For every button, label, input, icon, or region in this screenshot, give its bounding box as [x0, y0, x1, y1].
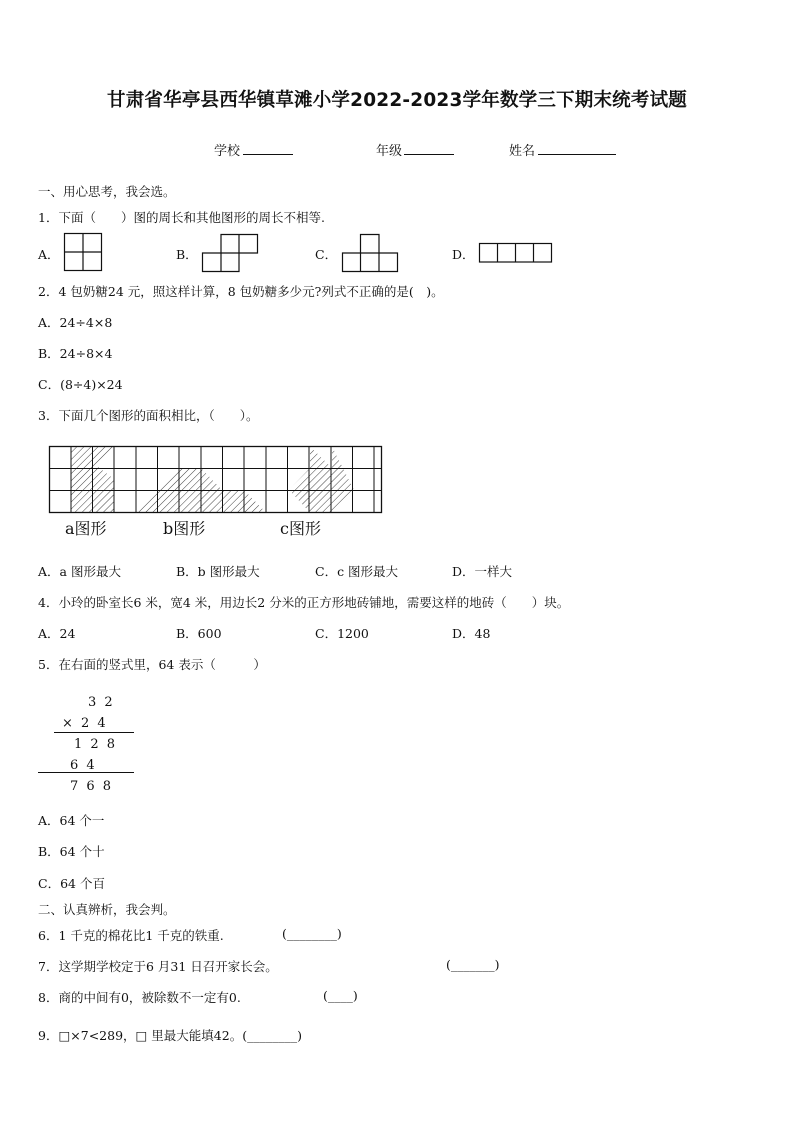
q2-option-a: A．24÷4×8 [38, 315, 113, 330]
q1-option-a-label: A． [38, 247, 60, 262]
calc-rule-1 [54, 732, 134, 733]
school-label: 学校 [214, 144, 241, 159]
q5-option-b: B．64 个十 [38, 844, 105, 859]
section-1-heading: 一、用心思考，我会选。 [38, 184, 176, 199]
q1-option-b-label: B． [176, 247, 198, 262]
q3-option-d: D．一样大 [452, 564, 513, 579]
calc-rule-2 [38, 772, 134, 773]
calc-line-5: 7 6 8 [70, 779, 114, 794]
q7-answer-bracket[interactable]: (_______) [446, 957, 500, 972]
question-8: 8．商的中间有0，被除数不一定有0. [38, 990, 241, 1005]
q5-option-c: C．64 个百 [38, 876, 105, 891]
q3-option-c: C．c 图形最大 [315, 564, 399, 579]
page-title: 甘肃省华亭县西华镇草滩小学2022-2023学年数学三下期末统考试题 [107, 90, 687, 111]
q5-option-a: A．64 个一 [38, 813, 105, 828]
q3-grid-figure [49, 446, 383, 514]
question-6: 6．1 千克的棉花比1 千克的铁重. [38, 928, 224, 943]
calc-line-1: 3 2 [88, 695, 115, 710]
shape-c [289, 447, 354, 513]
question-2: 2．4 包奶糖24 元，照这样计算，8 包奶糖多少元?列式不正确的是( )。 [38, 284, 444, 299]
question-5: 5．在右面的竖式里，64 表示（ ） [38, 657, 266, 672]
q4-option-b: B．600 [176, 626, 222, 641]
q8-answer-bracket[interactable]: (____) [323, 988, 358, 1003]
q3-option-b: B．b 图形最大 [176, 564, 260, 579]
q1-option-d-label: D． [452, 247, 475, 262]
name-blank[interactable] [538, 154, 616, 155]
question-3: 3．下面几个图形的面积相比，（ ）。 [38, 408, 259, 423]
q1-option-c-label: C． [315, 247, 338, 262]
grade-blank[interactable] [404, 154, 454, 155]
question-9: 9．□×7<289，□ 里最大能填42。(________) [38, 1028, 302, 1043]
q4-option-c: C．1200 [315, 626, 369, 641]
question-7: 7．这学期学校定于6 月31 日召开家长会。 [38, 959, 278, 974]
calc-line-2: × 2 4 [62, 716, 108, 731]
q1-figure-b [202, 234, 258, 272]
calc-line-4: 6 4 [70, 758, 97, 773]
q3-label-c: c图形 [280, 519, 321, 538]
grade-label: 年级 [376, 144, 403, 159]
shape-a-col1 [71, 447, 93, 513]
calc-line-3: 1 2 8 [74, 737, 118, 752]
question-4: 4．小玲的卧室长6 米，宽4 米，用边长2 分米的正方形地砖铺地，需要这样的地砖（ ）块。 [38, 595, 570, 610]
q4-option-d: D．48 [452, 626, 491, 641]
question-1: 1．下面（ ）图的周长和其他图形的周长不相等. [38, 210, 325, 225]
q3-label-b: b图形 [163, 519, 206, 538]
q6-answer-bracket[interactable]: (________) [282, 926, 342, 941]
q3-label-a: a图形 [65, 519, 107, 538]
q1-figure-a [64, 233, 102, 271]
shape-a-col2 [93, 447, 115, 513]
q2-option-c: C．(8÷4)×24 [38, 377, 123, 392]
q1-figure-d [479, 243, 553, 263]
name-label: 姓名 [509, 144, 536, 159]
q2-option-b: B．24÷8×4 [38, 346, 113, 361]
q4-option-a: A．24 [38, 626, 76, 641]
section-2-heading: 二、认真辨析，我会判。 [38, 902, 176, 917]
school-blank[interactable] [243, 154, 293, 155]
q3-option-a: A．a 图形最大 [38, 564, 121, 579]
q1-figure-c [342, 234, 398, 272]
